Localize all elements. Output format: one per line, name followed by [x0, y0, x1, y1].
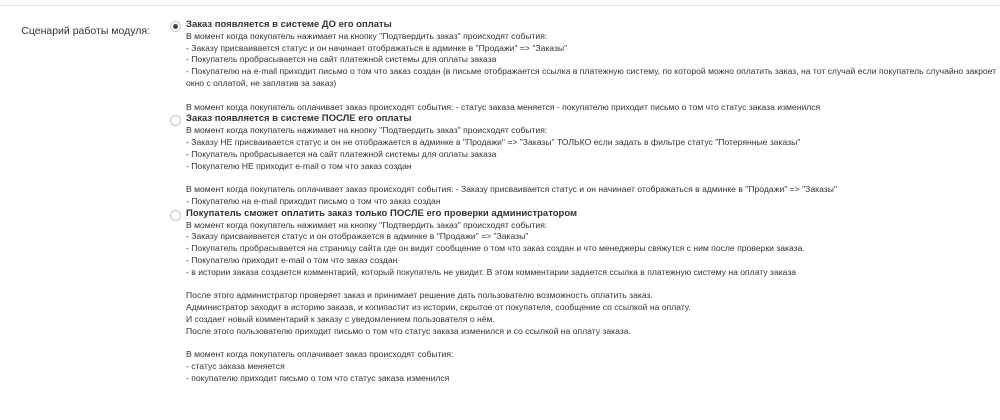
description-line: Администратор заходит в историю заказа, и копипастит из истории, скрытое от покупателя, сообщение со ссылкой на оплату. [186, 302, 691, 313]
description-line: В момент когда покупатель нажимает на кнопку "Подтвердить заказ" происходят события: [186, 30, 548, 41]
option-description [186, 31, 996, 114]
scenario-radio-group [170, 19, 996, 385]
description-line: - в истории заказа создается комментарий, который покупатель не увидит. В этом комментарии задается ссылка в платежную систему на оплату заказа [186, 266, 797, 277]
description-line: - Покупателю приходит e-mail о том что заказ создан [186, 254, 398, 265]
option-title[interactable]: Покупатель сможет оплатить заказ только ПОСЛЕ его проверки администратором [186, 207, 578, 219]
description-spacer [186, 279, 996, 291]
radio-button-after-admin-review[interactable] [170, 210, 181, 221]
description-line: - покупателю приходит письмо о том что статус заказа изменился [186, 372, 450, 383]
description-line: В момент когда покупатель нажимает на кнопку "Подтвердить заказ" происходят события: [186, 125, 548, 136]
description-line: И создает новый комментарий к заказу с уведомлением пользователя о нём. [186, 313, 495, 324]
description-spacer [186, 90, 996, 102]
scenario-option-before-payment[interactable] [170, 19, 996, 113]
description-line: - Покупатель пробрасывается на страницу сайта где он видит сообщение о том что заказ создан и что менеджеры свяжутся с ним после проверки заказа. [186, 243, 805, 254]
description-line: После этого пользователю приходит письмо о том что статус заказа изменился и со ссылкой на оплату заказа. [186, 325, 631, 336]
description-spacer [186, 338, 996, 350]
description-line: - Заказу присваивается статус и он начинает отображаться в админке в "Продажи" => "Заказы" [186, 42, 568, 53]
option-description [186, 125, 996, 208]
radio-button-before-payment[interactable] [170, 21, 181, 32]
option-title[interactable]: Заказ появляется в системе ДО его оплаты [186, 19, 392, 30]
field-label-module-scenario: Сценарий работы модуля: [21, 25, 150, 37]
description-line: В момент когда покупатель оплачивает заказ происходят события: - статус заказа меняется - покупателю приходит письмо о том что статус заказа изменился [186, 101, 821, 112]
description-line: В момент когда покупатель оплачивает заказ происходят события: [186, 349, 454, 360]
description-line: После этого администратор проверяет заказ и принимает решение дать пользователю возможность оплатить заказ. [186, 290, 653, 301]
description-line: - Покупателю НЕ приходит e-mail о том что заказ создан [186, 160, 412, 171]
scenario-option-after-admin-review[interactable] [170, 208, 996, 385]
description-line: - Покупателю на e-mail приходит письмо о том что заказ создан (в письме отображается ссылка в платежную систему, по которой можно оплатить заказ, на тот случай если покупатель случайно закроет окно с оплатой, не заплатив за заказ) [186, 66, 997, 88]
option-description [186, 220, 996, 385]
radio-button-after-payment[interactable] [170, 115, 181, 126]
description-line: - статус заказа меняется [186, 361, 285, 372]
description-line: - Покупатель пробрасывается на сайт платежной системы для оплаты заказа [186, 54, 497, 65]
description-line: В момент когда покупатель нажимает на кнопку "Подтвердить заказ" происходят события: [186, 219, 548, 230]
description-line: - Покупатель пробрасывается на сайт платежной системы для оплаты заказа [186, 148, 497, 159]
description-line: - Покупателю на e-mail приходит письмо о том что заказ создан [186, 195, 441, 206]
description-line: В момент когда покупатель оплачивает заказ происходят события: - Заказу присваивается статус и он начинает отображаться в админке в "Продажи" => "Заказы" [186, 184, 837, 195]
description-line: - Заказу НЕ присваивается статус и он не отображается в админке в "Продажи" => "Заказы" ТОЛЬКО если задать в фильтре статус "Потерянные заказы" [186, 136, 801, 147]
description-spacer [186, 172, 996, 184]
option-title[interactable]: Заказ появляется в системе ПОСЛЕ его оплаты [186, 113, 412, 125]
description-line: - Заказу присваивается статус и он отображается в админке в "Продажи" => "Заказы" [186, 231, 529, 242]
scenario-option-after-payment[interactable] [170, 113, 996, 207]
top-divider [0, 5, 1000, 6]
